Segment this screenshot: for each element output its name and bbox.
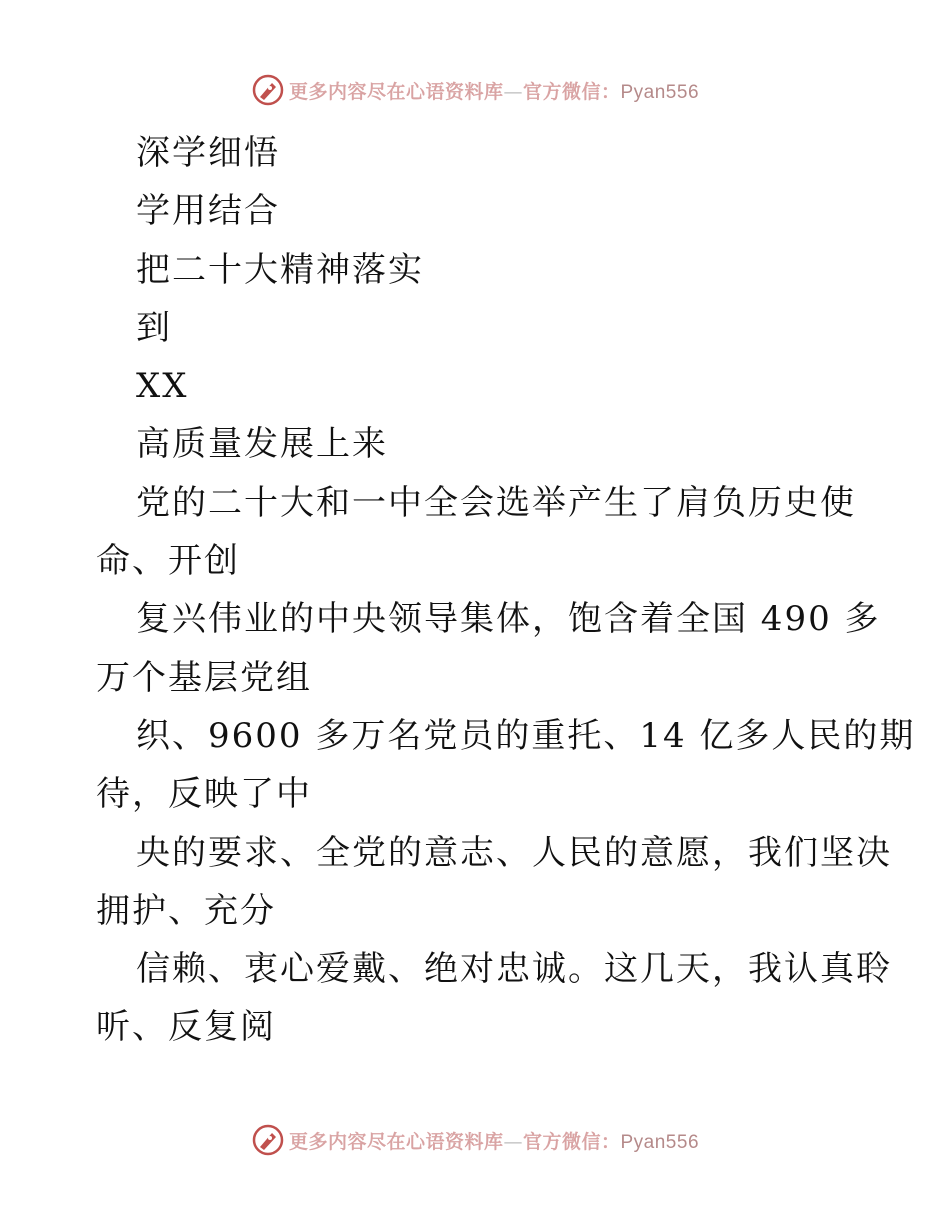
text-line: 到 — [136, 307, 172, 348]
text-line: 信赖、衷心爱戴、绝对忠诚。这几天，我认真聆 — [136, 949, 892, 990]
text-line: 待，反映了中 — [96, 774, 312, 815]
watermark-text: 更多内容尽在心语资料库—官方微信：Pyan556 — [288, 1130, 700, 1153]
text-line: 把二十大精神落实 — [136, 249, 424, 290]
text-line: 央的要求、全党的意志、人民的意愿，我们坚决 — [136, 832, 892, 873]
text-line: 拥护、充分 — [96, 890, 276, 931]
text-line: 高质量发展上来 — [136, 424, 388, 465]
watermark-footer — [0, 1122, 950, 1158]
watermark-header — [0, 72, 950, 108]
text-line: 万个基层党组 — [96, 657, 312, 698]
text-line: XX — [136, 366, 189, 407]
text-line: 学用结合 — [136, 191, 280, 232]
text-line: 命、开创 — [96, 541, 240, 582]
pen-nib-logo-icon — [251, 73, 285, 107]
watermark-text: 更多内容尽在心语资料库—官方微信：Pyan556 — [288, 80, 700, 103]
text-line: 党的二十大和一中全会选举产生了肩负历史使 — [136, 482, 856, 523]
document-body — [96, 124, 916, 1057]
text-line: 深学细悟 — [136, 133, 280, 173]
text-line: 织、9600 多万名党员的重托、14 亿多人民的期 — [136, 715, 916, 756]
text-line: 听、反复阅 — [96, 1007, 276, 1048]
pen-nib-logo-icon — [251, 1123, 285, 1157]
text-line: 复兴伟业的中央领导集体，饱含着全国 490 多 — [136, 599, 881, 640]
